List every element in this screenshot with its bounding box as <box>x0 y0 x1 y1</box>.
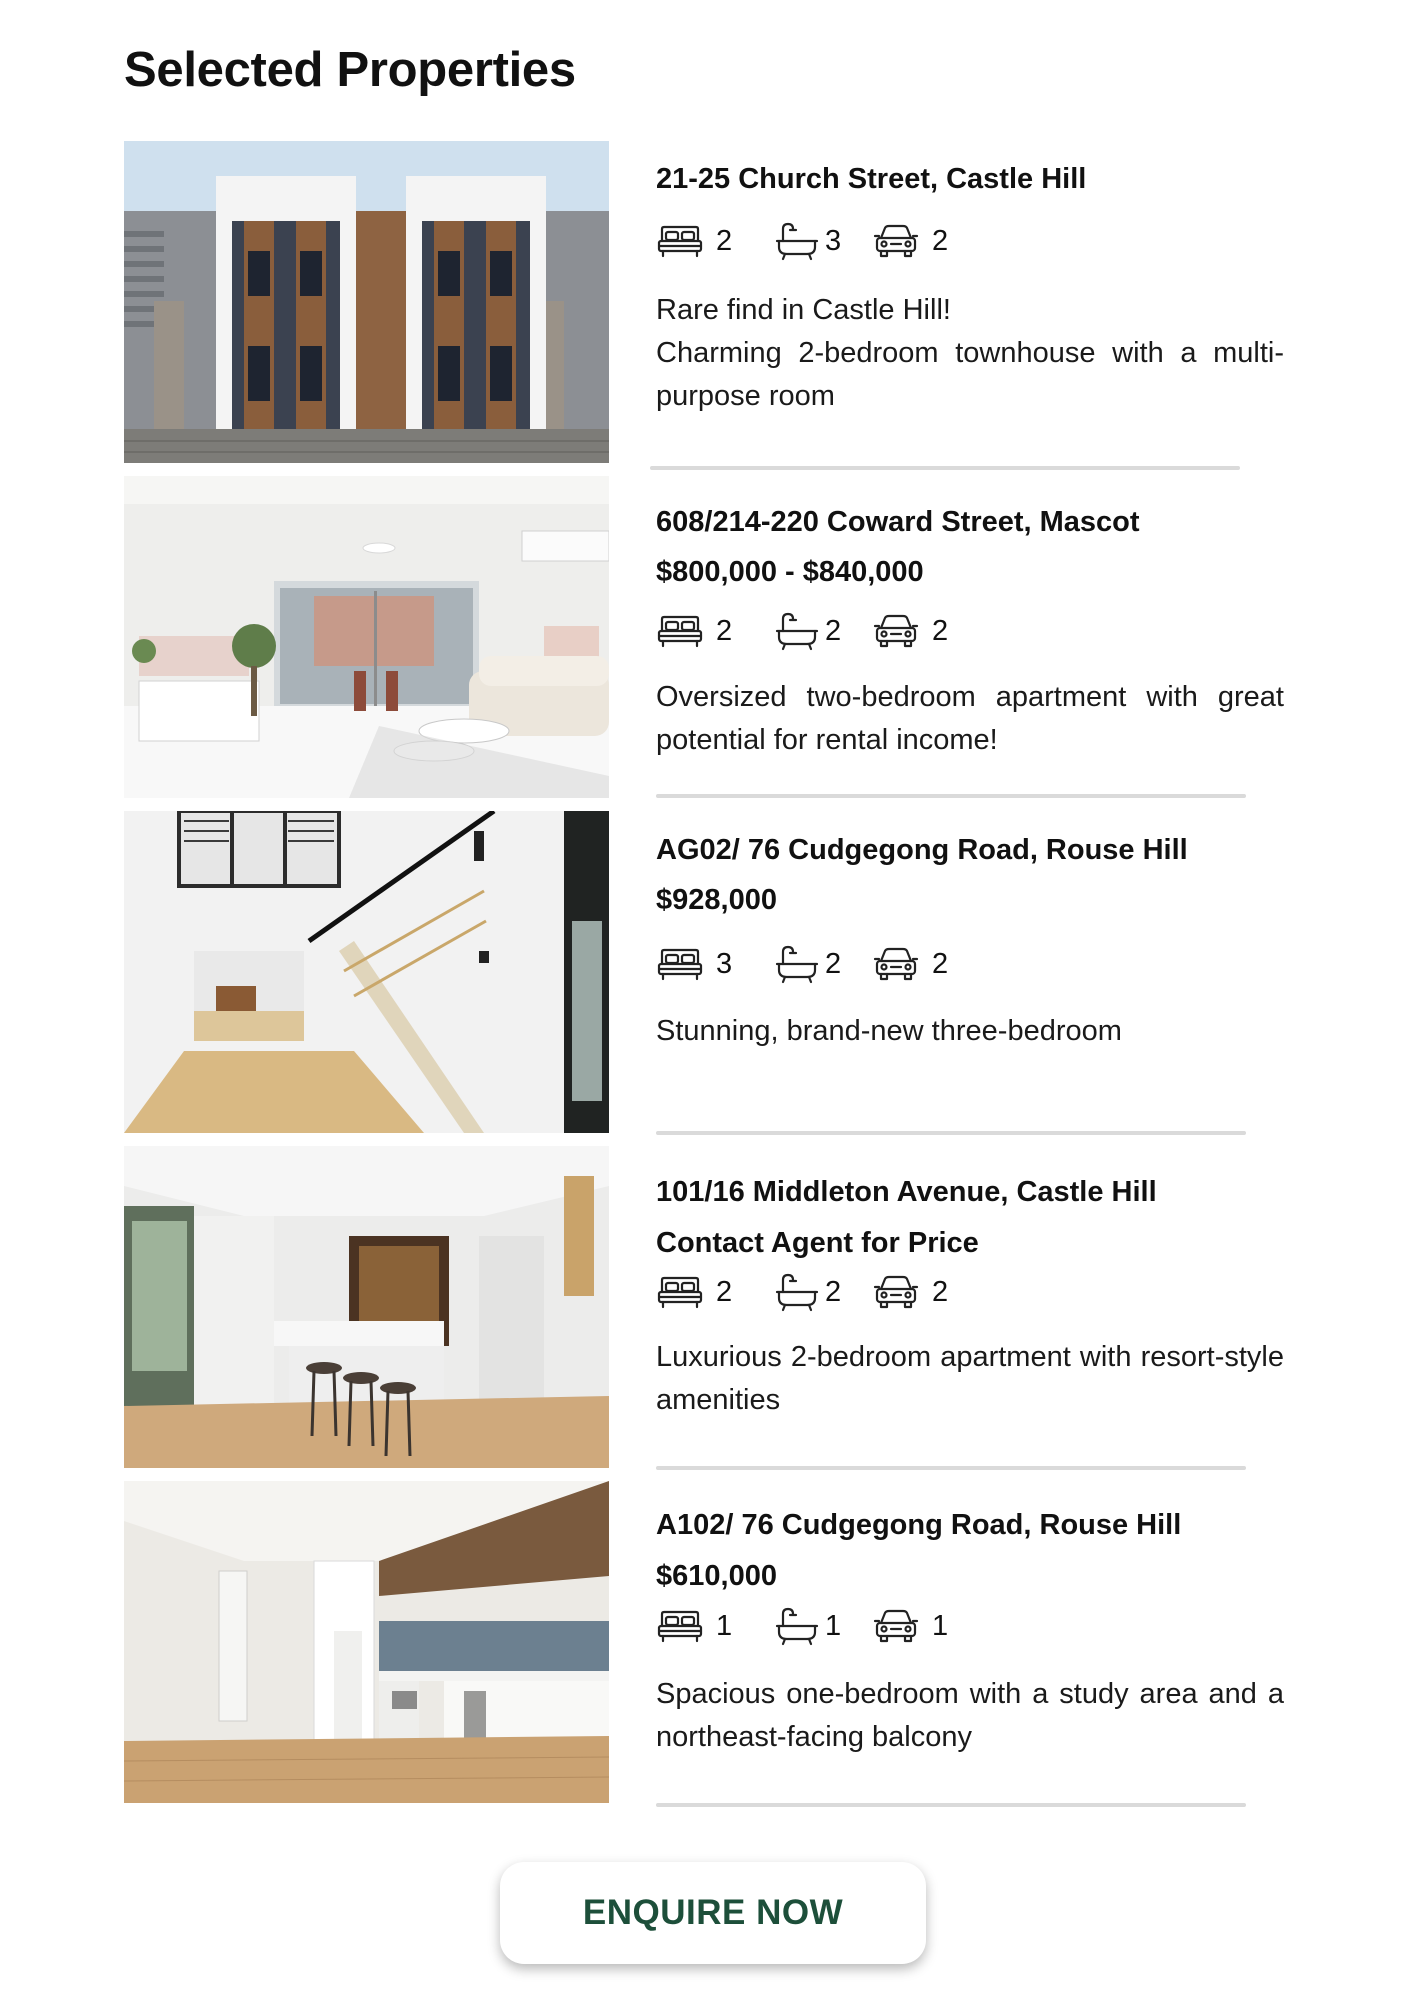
bedroom-count: 2 <box>656 609 732 653</box>
listing-price: $928,000 <box>656 884 777 916</box>
bathtub-icon <box>773 221 821 261</box>
page-title: Selected Properties <box>124 43 576 97</box>
bedroom-count: 1 <box>656 1604 732 1648</box>
bedroom-count: 2 <box>656 219 732 263</box>
bathtub-icon <box>773 1272 821 1312</box>
bathroom-count: 2 <box>773 942 841 986</box>
bed-icon <box>656 1272 704 1312</box>
divider <box>656 1803 1246 1807</box>
listing-details <box>656 1481 1286 1811</box>
listing-description: Spacious one-bedroom with a study area and a northeast-facing balcony <box>656 1678 1284 1753</box>
listing-description: Oversized two-bedroom apartment with great potential for rental income! <box>656 681 1284 756</box>
listing-description: Luxurious 2-bedroom apartment with resort-style amenities <box>656 1341 1284 1416</box>
listing-address[interactable]: 21-25 Church Street, Castle Hill <box>656 163 1087 195</box>
property-photo[interactable] <box>124 141 609 463</box>
car-icon <box>872 1606 920 1646</box>
property-photo[interactable] <box>124 476 609 798</box>
property-listing[interactable] <box>0 1146 1414 1476</box>
listing-address[interactable]: A102/ 76 Cudgegong Road, Rouse Hill <box>656 1509 1182 1541</box>
listing-details <box>656 811 1286 1141</box>
property-listing[interactable] <box>0 811 1414 1141</box>
loft-staircase-image <box>124 811 609 1133</box>
listing-address[interactable]: AG02/ 76 Cudgegong Road, Rouse Hill <box>656 834 1188 866</box>
bathtub-icon <box>773 944 821 984</box>
divider <box>650 466 1240 470</box>
car-icon <box>872 221 920 261</box>
townhouse-exterior-image <box>124 141 609 463</box>
listing-features <box>656 1270 1056 1314</box>
property-photo[interactable] <box>124 811 609 1133</box>
bed-icon <box>656 611 704 651</box>
listing-description: Stunning, brand-new three-bedroom <box>656 1015 1122 1047</box>
bathtub-icon <box>773 611 821 651</box>
property-listing[interactable] <box>0 1481 1414 1811</box>
listing-features <box>656 942 1056 986</box>
car-icon <box>872 1272 920 1312</box>
bathroom-count: 3 <box>773 219 841 263</box>
property-photo[interactable] <box>124 1481 609 1803</box>
listing-price: Contact Agent for Price <box>656 1227 979 1259</box>
divider <box>656 1466 1246 1470</box>
listing-description: Rare find in Castle Hill! Charming 2-bedroom townhouse with a multi-purpose room <box>656 294 1284 412</box>
listing-features <box>656 609 1056 653</box>
car-icon <box>872 611 920 651</box>
listing-details <box>656 476 1286 806</box>
parking-count: 2 <box>872 942 948 986</box>
bathtub-icon <box>773 1606 821 1646</box>
parking-count: 2 <box>872 609 948 653</box>
car-icon <box>872 944 920 984</box>
parking-count: 1 <box>872 1604 948 1648</box>
property-listing[interactable] <box>0 141 1414 471</box>
bed-icon <box>656 944 704 984</box>
listing-details <box>656 141 1286 471</box>
bedroom-count: 2 <box>656 1270 732 1314</box>
enquire-now-button[interactable]: ENQUIRE NOW <box>500 1862 926 1964</box>
parking-count: 2 <box>872 1270 948 1314</box>
bathroom-count: 2 <box>773 1270 841 1314</box>
property-photo[interactable] <box>124 1146 609 1468</box>
parking-count: 2 <box>872 219 948 263</box>
listing-address[interactable]: 101/16 Middleton Avenue, Castle Hill <box>656 1176 1157 1208</box>
listing-price: $610,000 <box>656 1560 777 1592</box>
divider <box>656 794 1246 798</box>
listing-features <box>656 1604 1056 1648</box>
bathroom-count: 1 <box>773 1604 841 1648</box>
bed-icon <box>656 1606 704 1646</box>
bathroom-count: 2 <box>773 609 841 653</box>
bedroom-count: 3 <box>656 942 732 986</box>
listing-details <box>656 1146 1286 1476</box>
property-listing[interactable] <box>0 476 1414 806</box>
living-room-image <box>124 476 609 798</box>
divider <box>656 1131 1246 1135</box>
listing-features <box>656 219 1056 263</box>
listing-address[interactable]: 608/214-220 Coward Street, Mascot <box>656 506 1140 538</box>
bed-icon <box>656 221 704 261</box>
kitchen-image <box>124 1146 609 1468</box>
open-plan-kitchen-image <box>124 1481 609 1803</box>
listing-price: $800,000 - $840,000 <box>656 556 924 588</box>
